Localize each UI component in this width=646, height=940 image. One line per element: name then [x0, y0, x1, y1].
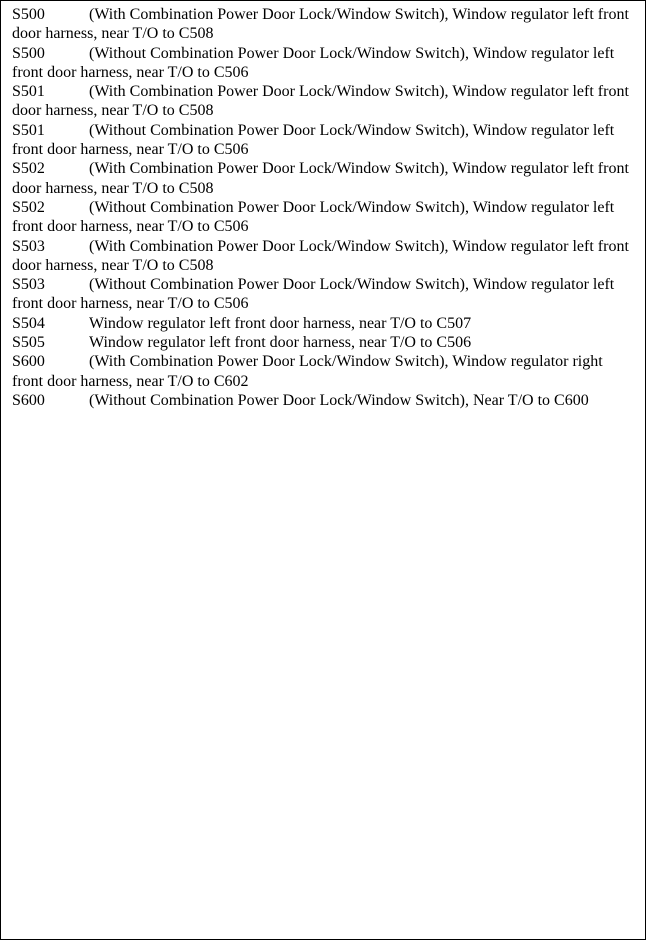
splice-entry	[12, 333, 635, 352]
splice-entry	[12, 198, 635, 237]
splice-description: (With Combination Power Door Lock/Window Switch), Window regulator right front door harness, near T/O to C602	[12, 353, 603, 390]
splice-code: S501	[12, 121, 45, 139]
splice-entry	[12, 275, 635, 314]
splice-code: S600	[12, 391, 45, 409]
splice-description: (Without Combination Power Door Lock/Window Switch), Window regulator left front door harness, near T/O to C506	[12, 276, 615, 313]
splice-code: S503	[12, 276, 45, 294]
splice-entry	[12, 82, 635, 121]
splice-description: (With Combination Power Door Lock/Window Switch), Window regulator left front door harness, near T/O to C508	[12, 237, 629, 274]
splice-code: S501	[12, 83, 45, 101]
splice-description: (Without Combination Power Door Lock/Window Switch), Window regulator left front door harness, near T/O to C506	[12, 198, 615, 236]
splice-code: S505	[12, 334, 45, 352]
splice-entry	[12, 391, 635, 410]
splice-code: S600	[12, 353, 45, 371]
splice-entry	[12, 237, 635, 276]
splice-entry	[12, 44, 635, 83]
splice-code: S502	[12, 198, 45, 216]
splice-description: Window regulator left front door harness, near T/O to C506	[89, 334, 472, 352]
splice-code: S502	[12, 160, 45, 178]
splice-entry	[12, 121, 635, 160]
splice-description: (With Combination Power Door Lock/Window Switch), Window regulator left front door harness, near T/O to C508	[12, 6, 629, 43]
splice-entry	[12, 314, 635, 333]
splice-entry	[12, 5, 635, 44]
splice-description: (Without Combination Power Door Lock/Window Switch), Near T/O to C600	[89, 391, 589, 409]
splice-code: S500	[12, 6, 45, 23]
splice-entry	[12, 352, 635, 391]
splice-code: S500	[12, 44, 45, 62]
splice-description: Window regulator left front door harness, near T/O to C507	[89, 314, 472, 332]
splice-code: S503	[12, 237, 45, 255]
splice-description: (With Combination Power Door Lock/Window Switch), Window regulator left front door harness, near T/O to C508	[12, 83, 629, 120]
splice-description: (Without Combination Power Door Lock/Window Switch), Window regulator left front door harness, near T/O to C506	[12, 121, 615, 159]
splice-entry	[12, 159, 635, 198]
splice-description: (With Combination Power Door Lock/Window Switch), Window regulator left front door harness, near T/O to C508	[12, 160, 629, 197]
splice-description: (Without Combination Power Door Lock/Window Switch), Window regulator left front door harness, near T/O to C506	[12, 44, 615, 81]
splice-code: S504	[12, 314, 45, 332]
